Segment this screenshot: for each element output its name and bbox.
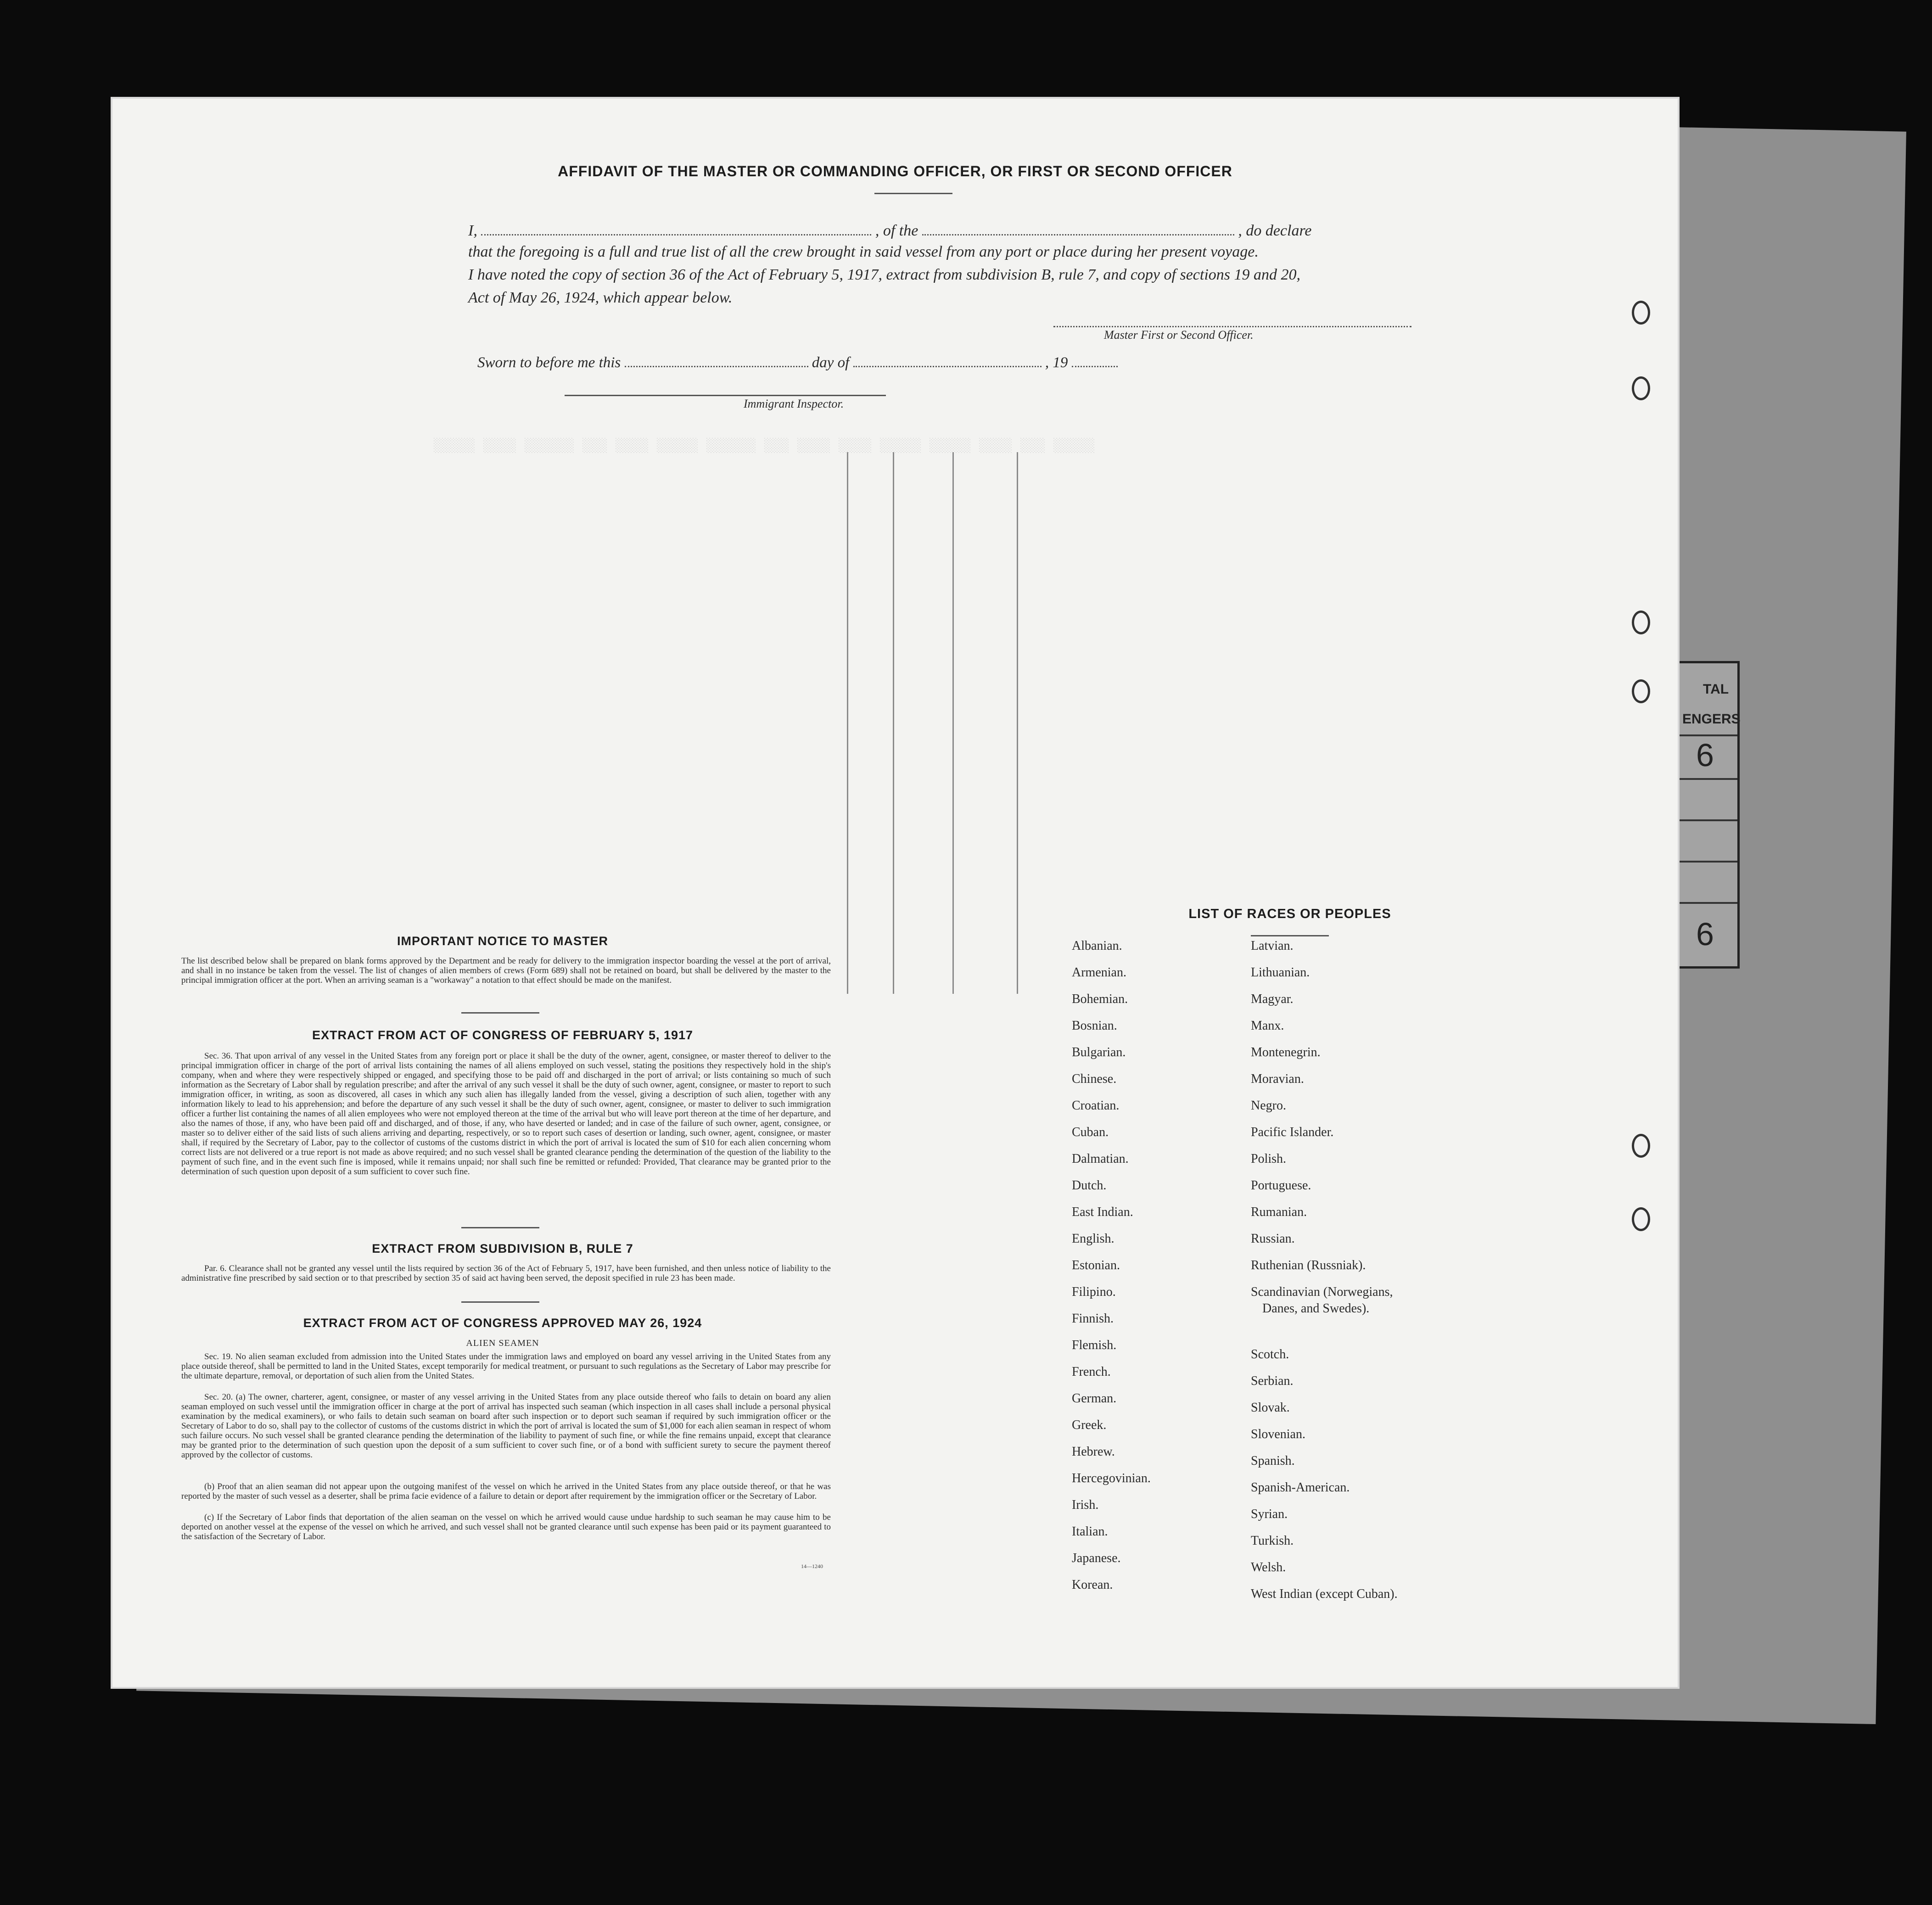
affidavit-line-2: that the foregoing is a full and true list of all the crew brought in said vessel from any port or place during her present voyage. <box>468 243 1259 260</box>
alien-seamen-subtitle: ALIEN SEAMEN <box>466 1338 539 1348</box>
race-item: West Indian (except Cuban). <box>1251 1587 1398 1601</box>
extract-1924-sec20b: (b) Proof that an alien seaman did not appear upon the outgoing manifest of the vessel on which he arrived in the United States from any place outside thereof, or that he was reported by the master of such vessel as a deserter, shall be prima facie evidence of a failure to detain or deport after requirement by the immigration officer or the Secretary of Labor. <box>181 1482 831 1501</box>
race-item: Serbian. <box>1251 1374 1294 1388</box>
master-signature-caption: Master First or Second Officer. <box>1104 328 1254 342</box>
race-item: Finnish. <box>1072 1311 1114 1326</box>
race-item: Negro. <box>1251 1098 1286 1113</box>
bleed-through-row: ░░░░░ ░░░░ ░░░░░░ ░░░ ░░░░ ░░░░░ ░░░░░░ ░░░ ░░░░ ░░░░ ░░░░░ ░░░░░ ░░░░ ░░░ ░░░░░ <box>434 438 1095 454</box>
race-item: Latvian. <box>1251 939 1294 953</box>
race-item: Bohemian. <box>1072 992 1128 1006</box>
binder-hole <box>1632 301 1650 325</box>
race-item: Syrian. <box>1251 1507 1288 1521</box>
race-item: Dutch. <box>1072 1178 1107 1193</box>
race-item: Magyar. <box>1251 992 1294 1006</box>
race-item: Moravian. <box>1251 1072 1304 1086</box>
race-item: Portuguese. <box>1251 1178 1311 1193</box>
race-item: Flemish. <box>1072 1338 1117 1352</box>
race-item: French. <box>1072 1365 1111 1379</box>
extract-1924-sec20c: (c) If the Secretary of Labor finds that deportation of the alien seaman on the vessel on which he arrived would cause undue hardship to such seaman he may cause him to be deported on another vessel at the expense of the vessel on which he arrived, and such vessel shall not be granted clearance until such expense has been paid or its payment guaranteed to the satisfaction of the Secretary of Labor. <box>181 1513 831 1541</box>
race-item: Albanian. <box>1072 939 1122 953</box>
race-item: Hebrew. <box>1072 1445 1115 1459</box>
race-item: Scandinavian (Norwegians, <box>1251 1285 1393 1299</box>
race-item: Spanish-American. <box>1251 1480 1350 1495</box>
race-item: Rumanian. <box>1251 1205 1307 1219</box>
binder-hole <box>1632 1134 1650 1158</box>
race-item: Russian. <box>1251 1232 1295 1246</box>
race-item: Chinese. <box>1072 1072 1117 1086</box>
binder-hole <box>1632 376 1650 400</box>
race-item: Greek. <box>1072 1418 1107 1432</box>
affidavit-line-3: I have noted the copy of section 36 of the Act of February 5, 1917, extract from subdivision B, rule 7, and copy of sections 19 and 20, <box>468 266 1301 283</box>
race-item: Slovak. <box>1251 1401 1290 1415</box>
extract-1924-title: EXTRACT FROM ACT OF CONGRESS APPROVED MAY 26, 1924 <box>303 1316 702 1330</box>
extract-1924-sec19: Sec. 19. No alien seaman excluded from admission into the United States under the immigration laws and employed on board any vessel arriving in the United States from any place outside thereof, shall be permitted to land in the United States, except temporarily for medical treatment, or pursuant to such regulations as the Secretary of Labor may prescribe for the ultimate departure, removal, or deportation of such alien from the United States. <box>181 1352 831 1381</box>
tab-label-1: TAL <box>1703 682 1729 697</box>
race-item: Hercegovinian. <box>1072 1471 1151 1485</box>
extract-1917-title: EXTRACT FROM ACT OF CONGRESS OF FEBRUARY 5, 1917 <box>312 1028 694 1042</box>
race-item: East Indian. <box>1072 1205 1133 1219</box>
race-item: Ruthenian (Russniak). <box>1251 1258 1366 1272</box>
race-item: Bulgarian. <box>1072 1045 1126 1059</box>
race-item: Danes, and Swedes). <box>1262 1301 1370 1316</box>
binder-hole <box>1632 611 1650 634</box>
race-item: Croatian. <box>1072 1098 1120 1113</box>
tab-value-1: 6 <box>1696 737 1714 773</box>
extract-rule7-text: Par. 6. Clearance shall not be granted any vessel until the lists required by section 36 of the Act of February 5, 1917, have been furnished, and then unless notice of liability to the administrative fine prescribed by said section or to that prescribed by section 35 of said act having been served, the deposit specified in rule 23 has been made. <box>181 1264 831 1283</box>
race-item: Lithuanian. <box>1251 965 1310 980</box>
extract-1924-sec20a: Sec. 20. (a) The owner, charterer, agent, consignee, or master of any vessel arriving in the United States from any place outside thereof who fails to detain on board any alien seaman employed on such vessel until the immigration officer in charge at the port of arrival has inspected such seaman (which inspection in all cases shall include a personal physical examination by the medical examiners), or who fails to detain such seaman on board after such inspection or to deport such seaman if required by such immigration officer or the Secretary of Labor to do so, shall pay to the collector of customs of the customs district in which the port of arrival is located the sum of $1,000 for each alien seaman in respect of whom such failure occurs. No such vessel shall be granted clearance pending the determination of the liability to payment of such fine, or while the fine remains unpaid, except that clearance may be granted prior to the determination of such question upon the deposit of a sum sufficient to cover such fine, or of a bond with sufficient surety to secure the payment thereof approved by the collector of customs. <box>181 1392 831 1460</box>
race-item: Estonian. <box>1072 1258 1120 1272</box>
race-item: Bosnian. <box>1072 1019 1117 1033</box>
race-item: Scotch. <box>1251 1347 1289 1362</box>
race-item: Italian. <box>1072 1524 1108 1539</box>
race-item: Cuban. <box>1072 1125 1109 1139</box>
affidavit-page <box>112 99 1678 1687</box>
affidavit-title: AFFIDAVIT OF THE MASTER OR COMMANDING OFFICER, OR FIRST OR SECOND OFFICER <box>558 163 1232 179</box>
race-item: Pacific Islander. <box>1251 1125 1334 1139</box>
tab-label-2: ENGERS <box>1682 712 1741 727</box>
form-number: 14—1240 <box>801 1563 823 1569</box>
affidavit-declaration-line: I, , of the , do declare <box>468 220 1446 240</box>
extract-rule7-title: EXTRACT FROM SUBDIVISION B, RULE 7 <box>372 1242 633 1255</box>
races-title: LIST OF RACES OR PEOPLES <box>1188 907 1391 921</box>
race-item: English. <box>1072 1232 1114 1246</box>
affidavit-line-4: Act of May 26, 1924, which appear below. <box>468 289 733 306</box>
race-item: Japanese. <box>1072 1551 1121 1565</box>
race-item: Irish. <box>1072 1498 1099 1512</box>
race-item: Armenian. <box>1072 965 1126 980</box>
tab-value-2: 6 <box>1696 916 1714 952</box>
race-item: Spanish. <box>1251 1454 1295 1468</box>
race-item: Manx. <box>1251 1019 1284 1033</box>
inspector-signature-caption: Immigrant Inspector. <box>744 397 844 410</box>
race-item: Korean. <box>1072 1578 1113 1592</box>
extract-1917-text: Sec. 36. That upon arrival of any vessel in the United States from any foreign port or place it shall be the duty of the owner, agent, consignee, or master thereof to deliver to the principal immigration officer in charge of the port of arrival lists containing the names of all aliens employed on such vessel, stating the positions they respectively hold in the ship's company, when and where they were respectively shipped or engaged, and specifying those to be paid off and discharged in the port of arrival; or lists containing so much of such information as the Secretary of Labor shall by regulation prescribe; and after the arrival of any such vessel it shall be the duty of such owner, agent, consignee, or master to report to such immigration officer, in writing, as soon as discovered, all cases in which any such alien has illegally landed from the vessel, giving a description of such alien, together with any information likely to lead to his apprehension; and before the departure of any such vessel it shall be the duty of such owner, agent, consignee, or master to deliver to such immigration officer a further list containing the names of all alien employees who were not employed thereon at the time of the arrival but who will leave port thereon at the time of her departure, and also the names of those, if any, who have been paid off and discharged, and of those, if any, who have deserted or landed; and in case of the failure of such owner, agent, consignee, or master so to deliver either of the said lists of such aliens arriving and departing, respectively, or so to report such cases of desertion or landing, such owner, agent, consignee, or master shall, if required by the Secretary of Labor, pay to the collector of customs of the customs district in which the port of arrival is located the sum of $10 for each alien concerning whom correct lists are not delivered or a true report is not made as above required; and no such vessel shall be granted clearance pending the determination of the question of the liability to the payment of such fine, and in the event such fine is imposed, while it remains unpaid; nor shall such fine be remitted or refunded: Provided, That clearance may be granted prior to the determination of such question upon deposit of a sum sufficient to cover such fine. <box>181 1051 831 1177</box>
race-item: German. <box>1072 1391 1117 1406</box>
passenger-total-box <box>1675 661 1740 969</box>
race-item: Turkish. <box>1251 1534 1294 1548</box>
race-item: Slovenian. <box>1251 1427 1305 1441</box>
race-item: Welsh. <box>1251 1560 1286 1574</box>
notice-text: The list described below shall be prepared on blank forms approved by the Department and be ready for delivery to the immigration inspector boarding the vessel at the port of arrival, and shall in no instance be taken from the vessel. The list of changes of alien members of crews (Form 689) shall not be retained on board, but shall be delivered by the master to the principal immigration officer at the port. When an arriving seaman is a "workaway" a notation to that effect should be made on the manifest. <box>181 956 831 985</box>
race-item: Polish. <box>1251 1152 1287 1166</box>
sworn-line: Sworn to before me this day of , 19 <box>477 352 1455 371</box>
race-item: Filipino. <box>1072 1285 1116 1299</box>
race-item: Montenegrin. <box>1251 1045 1321 1059</box>
binder-hole <box>1632 1207 1650 1231</box>
binder-hole <box>1632 679 1650 703</box>
race-item: Dalmatian. <box>1072 1152 1129 1166</box>
notice-title: IMPORTANT NOTICE TO MASTER <box>397 934 608 948</box>
